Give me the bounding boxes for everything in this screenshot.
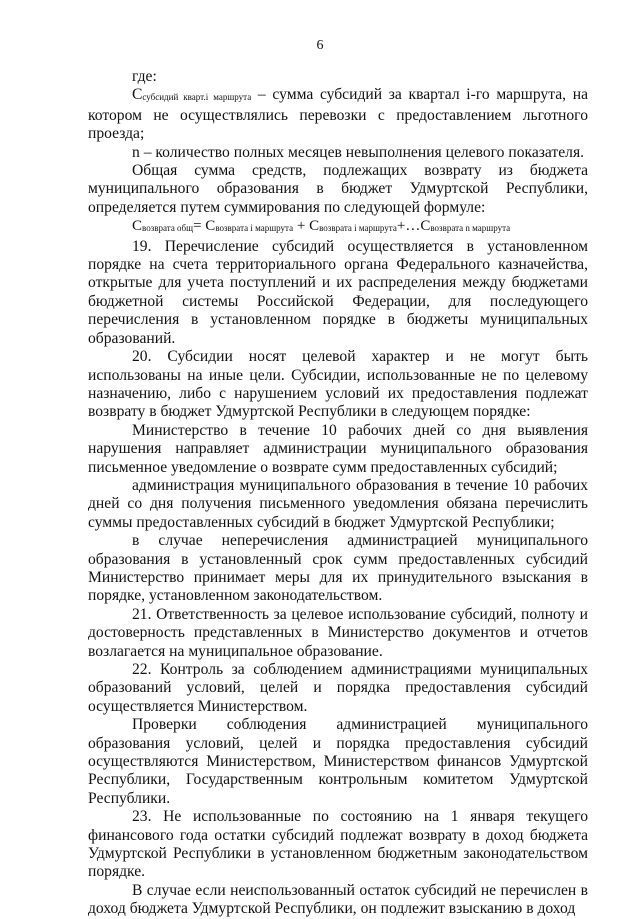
c-definition-text: – сумма субсидий за квартал i-го маршрута, на котором не осуществлялись перевозки с предоставлением льготного проезда; bbox=[88, 86, 588, 143]
formula bbox=[88, 217, 588, 237]
paragraph-20-administration: администрация муниципального образования в течение 10 рабочих дней со дня получения письменного уведомления обязана перечислить суммы предоставленных субсидий в бюджет Удмуртской Республики; bbox=[88, 476, 588, 531]
formula-s4: возврата n маршрута bbox=[430, 223, 511, 234]
paragraph-20: 20. Субсидии носят целевой характер и не могут быть использованы на иные цели. Субсидии, использованные не по целевому назначению, либо с нарушением условий их предоставления подлежат возврату в бюджет Удмуртской Республики в следующем порядке: bbox=[88, 348, 588, 421]
paragraph-22-inspections: Проверки соблюдения администрацией муниципального образования условий, целей и порядка предоставления субсидий осуществляются Министерством, Министерством финансов Удмуртской Республики, Государственным контрольным комитетом Удмуртской Республики. bbox=[88, 716, 588, 807]
formula-eq: = bbox=[193, 218, 206, 235]
formula-s2: возврата i маршрута bbox=[215, 223, 294, 234]
formula-s1: возврата общ bbox=[142, 223, 194, 234]
c-subscript: субсидий кварт.i маршрута bbox=[142, 92, 252, 103]
c-definition-paragraph bbox=[88, 86, 588, 143]
total-sum-paragraph: Общая сумма средств, подлежащих возврату из бюджета муниципального образования в бюджет Удмуртской Республики, определяется путем суммирования по следующей формуле: bbox=[88, 162, 588, 216]
paragraph-20-ministry: Министерство в течение 10 рабочих дней со дня выявления нарушения направляет администрации муниципального образования письменное уведомление о возврате сумм предоставленных субсидий; bbox=[88, 421, 588, 476]
document-body bbox=[88, 68, 588, 919]
c-symbol: С bbox=[132, 86, 143, 104]
formula-c4: С bbox=[420, 218, 431, 235]
formula-plus2: +… bbox=[396, 218, 421, 235]
paragraph-21: 21. Ответственность за целевое использование субсидий, полноту и достоверность представленных в Министерство документов и отчетов возлагается на муниципальное образование. bbox=[88, 605, 588, 660]
where-label: где: bbox=[132, 68, 157, 85]
paragraph-23-unspent: В случае если неиспользованный остаток субсидий не перечислен в доход бюджета Удмуртской Республики, он подлежит взысканию в доход bbox=[88, 881, 588, 918]
paragraph-22: 22. Контроль за соблюдением администрациями муниципальных образований условий, целей и порядка предоставления субсидий осуществляется Министерством. bbox=[88, 661, 588, 715]
formula-c3: С bbox=[309, 218, 320, 235]
paragraph-19: 19. Перечисление субсидий осуществляется в установленном порядке на счета территориального органа Федерального казначейства, открытые для учета поступлений и их распределения между бюджетами бюджетной системы Российской Федерации, для последующего перечисления в установленном порядке в бюджеты муниципальных образований. bbox=[88, 237, 588, 347]
formula-s3: возврата i маршрута bbox=[319, 223, 397, 234]
formula-plus1: + bbox=[293, 218, 310, 235]
formula-c2: С bbox=[205, 218, 216, 235]
n-definition-paragraph: n – количество полных месяцев невыполнения целевого показателя. bbox=[132, 143, 585, 161]
paragraph-23: 23. Не использованные по состоянию на 1 января текущего финансового года остатки субсидий подлежат возврату в доход бюджета Удмуртской Республики в установленном бюджетным законодательством порядке. bbox=[88, 808, 588, 881]
paragraph-20-enforcement: в случае неперечисления администрацией муниципального образования в установленный срок сумм предоставленных субсидий Министерство принимает меры для их принудительного взыскания в порядке, установленном законодательством. bbox=[88, 532, 588, 605]
page-number: 6 bbox=[316, 38, 324, 53]
formula-c1: С bbox=[132, 218, 143, 235]
